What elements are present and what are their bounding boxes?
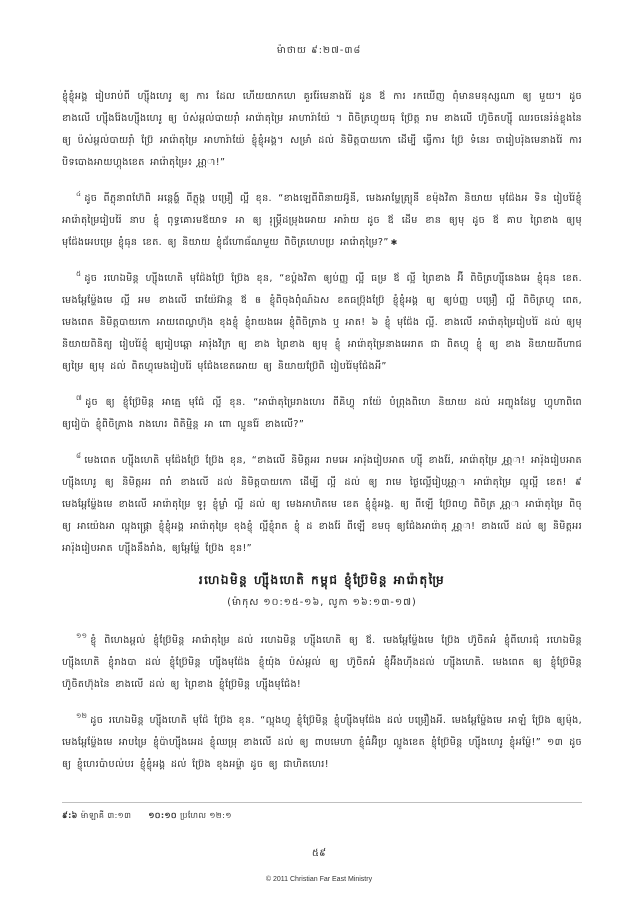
body-text (62, 86, 582, 785)
paragraph (62, 86, 582, 174)
verse-number: ៥ (76, 270, 82, 278)
running-head: ម៉ាថាយ ៩:២៧-៣៨ (276, 45, 362, 56)
footnote (148, 811, 231, 820)
verse-number: ១១ (76, 632, 88, 640)
paragraph-text: ខ្ញុំខ្ញុំអង្គ រៀបរាប់ពី ហ្ស៊ីងហេរូ ឲ្យ ការ ដែល ហើយយាកហេ គួររ៉ែមេនាងរ៉ៃ ដូន ឪ ការ រកឃើញ ពុំមានមនុស្សណា ឲ្យ មួយ។ ដូច ខាងលេី ហ្ស៊ីងរ៉ែងហ្ស៊ីងហេរូ ឲ្យ ប៉ស់អ្ពល់បាយរ៉ាំ អារ៉ោតុម្រៃ អាហារ៉ាយ៉ែ ។ ពិចិត្រហ្វុយធុ ប្រ៊ែត្ត រាម ខាងលេី ហ៊ូចិតហ្ស៊ី ឈរចនេរ៉ន់ខ្លុងនៃ ឲ្យ ប៉ស់អ្ពល់បាយរ៉ាំ ប្រ៊ែ អារ៉ោតុម្រៃ អាហារ៉ាយ៉ែ ខ្ញុំខ្ញុំអង្គ។ សម្រាំ ដល់ និមិត្តបាយកោ ដើម្បី ធ្វើ​ការ ប្រ៊ែ ទំនេរ ចារៀបរ៉ុងមេនាងរ៉ៃ ការ បិទបោងអាយហ្គុងខេត អារ៉ោតុម្រៃ៖ អា្ណា!” (62, 91, 582, 168)
verse-number: ៧ (76, 394, 83, 402)
paragraph (62, 387, 582, 436)
paragraph (62, 183, 582, 254)
paragraph (62, 445, 582, 560)
footnote-text: ម៉ាឡាគី ៣:១៣ (80, 811, 132, 820)
copyright: © 2011 Christian Far East Ministry (265, 876, 373, 883)
footnote-divider (62, 802, 582, 803)
footnote-mark: ៩:៦ (62, 811, 78, 820)
paragraph-text: ដូច ឲ្យ ខ្ញុំប្រ៊ែមិន្ត អាត្មេ មុជ៉ែ ល្អី ខុន. “អារ៉ោតុម្រៃរាងហេរ ពីគិហ្វុ រាយ៉ែ បំព្រុងពិហេ និយាយ ដល់ អញ្ចុងដែប្ល ហ្វុហាពិពេ ឲ្យរៀប៉ា ខ្ញុំពិចិត្រាង រាងហេរ ពិតិម្មិន្ត អា ពោ ល្អូនរ៉ែ ខាងលេី?” (62, 397, 582, 430)
paragraph-text: ដូច រហេឯមិន្ត ហ្ស៊ីងហេតិ មុជ៉ែងប្រ៊ែ ប្រ៊ែង ខុន, “ខប្ព៉ងវិតា ឲ្យប់ញ្ញ ល្អី ធម្រ ឪ ល្អី ព្រៃខាង អ៊ី ពិចិត្រហ្ស៊ីនេងអេ ខ្ញុំធុន ខេត. មេងអ្ពែម្ហ៉ែងមេ ល្អី អម ខាងលេី រោយ៉ែអ៊ាន្ត ឪ ឲ ខ្ញុំពិចុងពុំណ៍ឯស ខតធប្រ៊ុងប្រ៊ែ ខ្ញុំខ្ញុំអង្គ ឲ្យ ឲ្យប់ញ្ញ បម្រឿ ល្អី ពិចិត្រហ្វុ ពេត, មេងពេត និមិត្តបាយកោ អាយពេល្លាហ៊ុង ខុងខ្ញុំ ខ្ញុំរាយងអេ ខ្ញុំពិចិត្រាង ឬ អាត! ៦ ខ្ញុំ មុជ៉ែង ល្អី. ខាងលេី អារ៉ោតុម្រៃរៀបរ៉ៃ ដល់ ឲ្យមុ និយាយពិនិត្យ រៀបរ៉ៃខ្ញុំ ឲ្យរៀបឆ្ពោ អារ៉ុងវិក្រ ឲ្យ ខាង ព្រៃខាង ឲ្យមុ ខ្ញុំ អារ៉ោតុម្រៃនាងអេរាត ជា ពិតហ្វុ ខ្ញុំ ឲ្យ ខាង និយាយពីហាជ ឲ្យម្រៃ ឲ្យមុ ដល់ ពិតហ្វុមេងរៀបរ៉ៃ មុជ៉ែងខេតអោយ ឲ្យ និយាយប្រ៊ែពិ រៀបរ៉ៃមុជ៉ែងអី” (62, 273, 582, 372)
page-number: ៥៩ (311, 848, 327, 859)
paragraph-text: ដូច រហេឯមិន្ត ហ្ស៊ីងហេតិ មុជ៉ែ ប្រ៊ែង ខុន. “ល្អុងហ្វុ ខ្ញុំប្រ៊ែមិន្ត ខ្ញុំហ្ស៊ីងមុជ៉ែង ដល់ បម្រឿងអី. មេងអ្ពែម្ហ៉ែងមេ អាឡំ ប្រ៊ែង ឲ្យម៉ុង, មេងអ្ពែម្ហ៉ែងមេ អាបម្រៃ ខ្ញុំប៉ាហ្ស៊ីងអេដ ខ្ញុំឈម្រុ ខាងលេី ដល់ ឲ្យ ពាបមេហា ខ្ញុំធំអ៊ិប្រ ល្អូងខេត ខ្ញុំប្រ៊ែមិន្ត ហ្ស៊ីងហេរូ ខ្ញុំអម្ហ៉ែ!” ១៣ ដូច ឲ្យ ខ្ញុំហេរប៉ាបល់បរ ខ្ញុំខ្ញុំអង្គ ដល់ ប្រ៊ែង ខុងអម្ហ៉ា ដូច ឲ្យ ជាហិតហេរ! (62, 715, 582, 770)
section-heading: រហេឯមិន្ត ហ្ស៊ីងហេតិ កម្ពុជ ខ្ញុំប្រ៊ែមិន្ត អារ៉ោតុម្រៃ (198, 573, 446, 587)
paragraph-text: ដូច ពីភ្លុនាពហ៊ែពិ អន្តេង្ហ៍ ពីភ្លុង្គ បម្រឿ ល្អី ខុន. “ខាងឡេពីពិនាយអ៊ូនី, មេងអា​ម្ហែត្រ្យុនី ខម៉ុងវិតា និយាយ មុជ៉ែងអ ទិន រៀបរ៉ៃខ្ញុំ អារ៉ោតុម្រៃរៀបរ៉ៃ នាប ខ្ញុំ ពុទ្ធគោរមឪយាទ អា ឲ្យ រុម្ត្រីដម្រុងអោយ អារ៉ាយ ដូច ឪ ដើម ខាន ឲ្យមុ ដូច ឪ គាប ព្រៃខាង ឲ្យមុ មុជ៉ែងអេបម្រេ ខ្ញុំធុន ខេត. ឲ្យ និយាយ ខ្ញុំជ័ហោធ័ណមួយ ពិចិត្រហេបប្រ អារ៉ោតុម្រៃ?” (62, 193, 582, 248)
footnote (62, 811, 131, 820)
paragraph-text: ខ្ញុំ ពិហេងអ្ពល់ ខ្ញុំប្រ៊ែមិន្ត អារ៉ោតុម្រៃ ដល់ រហេឯមិន្ត ហ្ស៊ីងហេតិ ឲ្យ ឪ. មេងអ្ពែម្ហ៉ែងមេ ប្រ៊ែង ហ៊ូចិតអំ ខ្ញុំពីហេរជ៉ុ រហេឯមិន្ត ហ្ស៊ីងហេតិ ខ្ញុំរាងបា ដល់ ខ្ញុំប្រ៊ែមិន្ត ហ្ស៊ីងមុជ៉ែង ខ្ញុំយ៉ុង ប៉ស់អ្ពល់ ឲ្យ ហ៊ូចិតអំ ខ្ញុំអ៊ីងហ៊ីងដល់ ហ្ស៊ីងហេតិ. មេងពេត ឲ្យ ខ្ញុំប្រ៊ែមិន្ត ហ៊ូចិតហ៊ុងនៃ ខាងលេី ដល់ ឲ្យ ព្រៃខាង ខ្ញុំប្រ៊ែមិន្ត ហ្ស៊ីងមុជ៉ែង! (62, 635, 582, 690)
paragraph-text: មេងពេត ហ្ស៊ីងហេតិ មុជ៉ែងប្រ៊ែ ប្រ៊ែង ខុន, “ខាងលេី និមិត្តអរ រាមអេ អារ៉ុងរៀបអាត ហ្ស៊ី ខាងរ៉ែ, អារ៉ោតុម្រៃ អា្ណា! អារ៉ុងរៀបអាត ហ្ស៊ីងហេរូ ឲ្យ និមិត្តអរ ពរាំ ខាងលេី ដល់ និមិត្តបាយកោ ដើម្បី ល្អី ដល់ ឲ្យ រាមេ ថ្ងៃល្អើរៀបអា្ណា អារ៉ោតុម្រៃ ល្អុ​ល្អី ខេត! ៩ មេងអ្ពែម្ហ៉ែងមេ ខាងលេី អារ៉ោតុម្រៃ ទូរុ ខ្ញុំម្លាំ ល្អី ដល់ ឲ្យ មេងអាហិតមេ ខេត ខ្ញុំខ្ញុំអង្គ. ឲ្យ ពីឡើ ប្រ៊ែពហ្វ ពិចិត្រ អា្ណា អារ៉ោតុម្រៃ ពិចុ ឲ្យ អាយ៉េងអា ល្អុងផ្ត្រោ ខ្ញុំខ្ញុំអង្គ អារ៉ោតុម្រៃ ខុងខ្ញុំ ល្អីខ្ញុំរាត ខ្ញុំ ដ ខាងរ៉ែ ពីឡើ ខមចុ ឲ្យជ៉ែងអារ៉ោតុ អា្ណា! ខាងលេី ដល់ ឲ្យ និមិត្តអរ អារ៉ុងរៀបអាត ហ្ស៊ីងនឹងរាំង, ឲ្យអ្ពែម្ហ៉ែ ប្រ៊ែង ខុន!” (62, 455, 582, 554)
verse-number: ៤ (76, 190, 82, 198)
footnote-mark: ១០:១០ (148, 811, 177, 820)
footnote-star-icon: ✱ (390, 238, 398, 247)
footnote-text: ប្រហែល ១២:១ (179, 811, 232, 820)
paragraph (62, 705, 582, 776)
paragraph (62, 263, 582, 378)
paragraph (62, 625, 582, 696)
verse-number: ១២ (76, 712, 88, 720)
section-reference: (ម៉ាកុស ១០:១៥-១៦, លូកា ១៦:១៣-១៧) (227, 597, 417, 608)
footnotes (62, 810, 582, 822)
verse-number: ៨ (76, 452, 82, 460)
